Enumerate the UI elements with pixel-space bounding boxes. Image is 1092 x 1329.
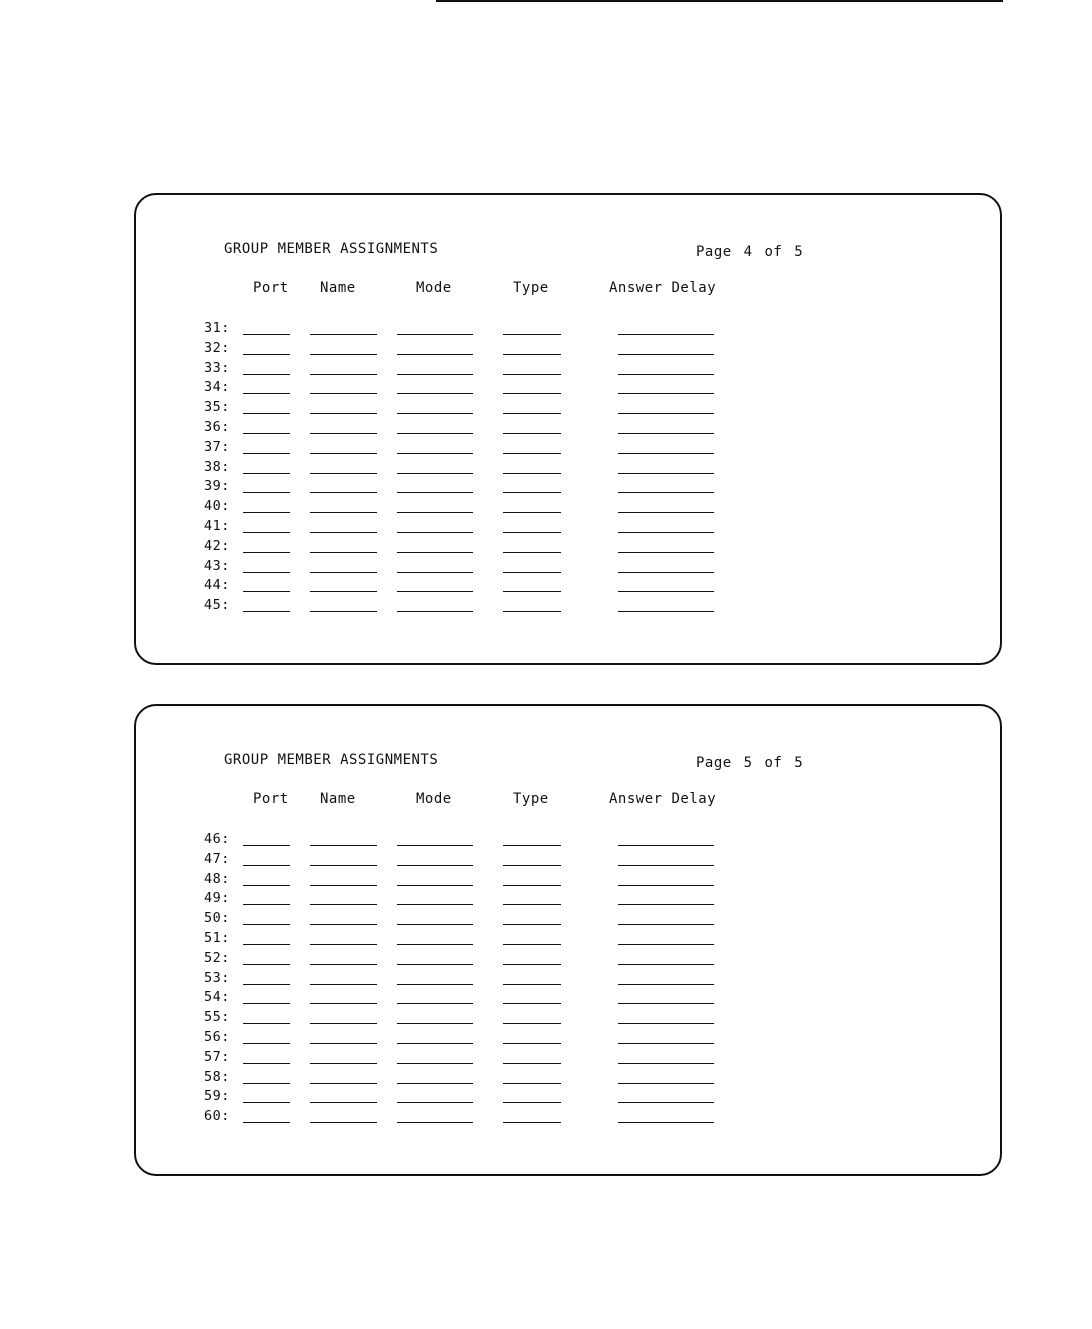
- row-number: 52:: [204, 949, 230, 966]
- type-field[interactable]: [503, 1043, 561, 1044]
- port-field[interactable]: [243, 552, 290, 553]
- name-field[interactable]: [310, 473, 377, 474]
- mode-field[interactable]: [397, 453, 473, 454]
- row-number: 54:: [204, 989, 230, 1006]
- member-row: [196, 969, 756, 989]
- type-field[interactable]: [503, 1083, 561, 1084]
- answer-delay-field[interactable]: [618, 334, 714, 335]
- type-field[interactable]: [503, 865, 561, 866]
- type-field[interactable]: [503, 611, 561, 612]
- mode-field[interactable]: [397, 393, 473, 394]
- row-number: 40:: [204, 498, 230, 515]
- row-number: 44:: [204, 577, 230, 594]
- type-field[interactable]: [503, 845, 561, 846]
- answer-delay-field[interactable]: [618, 393, 714, 394]
- member-row: [196, 988, 756, 1008]
- type-field[interactable]: [503, 1122, 561, 1123]
- type-field[interactable]: [503, 393, 561, 394]
- port-field[interactable]: [243, 1023, 290, 1024]
- answer-delay-field[interactable]: [618, 532, 714, 533]
- member-row: [196, 1087, 756, 1107]
- member-row: [196, 537, 756, 557]
- mode-field[interactable]: [397, 1003, 473, 1004]
- member-row: [196, 458, 756, 478]
- name-field[interactable]: [310, 904, 377, 905]
- answer-delay-field[interactable]: [618, 964, 714, 965]
- mode-field[interactable]: [397, 552, 473, 553]
- port-field[interactable]: [243, 393, 290, 394]
- type-field[interactable]: [503, 512, 561, 513]
- column-header-port: Port: [253, 280, 289, 296]
- port-field[interactable]: [243, 374, 290, 375]
- mode-field[interactable]: [397, 984, 473, 985]
- port-field[interactable]: [243, 591, 290, 592]
- row-number: 42:: [204, 537, 230, 554]
- answer-delay-field[interactable]: [618, 492, 714, 493]
- column-header-type: Type: [513, 280, 549, 296]
- row-number: 39:: [204, 478, 230, 495]
- mode-field[interactable]: [397, 473, 473, 474]
- answer-delay-field[interactable]: [618, 1003, 714, 1004]
- mode-field[interactable]: [397, 532, 473, 533]
- member-row: [196, 929, 756, 949]
- mode-field[interactable]: [397, 1122, 473, 1123]
- row-number: 60:: [204, 1108, 230, 1125]
- answer-delay-field[interactable]: [618, 552, 714, 553]
- type-field[interactable]: [503, 904, 561, 905]
- row-number: 55:: [204, 1009, 230, 1026]
- name-field[interactable]: [310, 924, 377, 925]
- name-field[interactable]: [310, 512, 377, 513]
- row-number: 53:: [204, 969, 230, 986]
- port-field[interactable]: [243, 453, 290, 454]
- top-rule: [436, 0, 1003, 2]
- answer-delay-field[interactable]: [618, 354, 714, 355]
- mode-field[interactable]: [397, 512, 473, 513]
- page-indicator: Page 5 of 5: [696, 755, 804, 771]
- name-field[interactable]: [310, 354, 377, 355]
- mode-field[interactable]: [397, 334, 473, 335]
- port-field[interactable]: [243, 1083, 290, 1084]
- port-field[interactable]: [243, 354, 290, 355]
- column-header-name: Name: [320, 280, 356, 296]
- column-header-name: Name: [320, 791, 356, 807]
- type-field[interactable]: [503, 532, 561, 533]
- member-row: [196, 517, 756, 537]
- row-number: 47:: [204, 850, 230, 867]
- row-number: 57:: [204, 1048, 230, 1065]
- member-row: [196, 378, 756, 398]
- port-field[interactable]: [243, 1043, 290, 1044]
- row-number: 46:: [204, 831, 230, 847]
- name-field[interactable]: [310, 453, 377, 454]
- port-field[interactable]: [243, 1063, 290, 1064]
- mode-field[interactable]: [397, 433, 473, 434]
- screen-title: GROUP MEMBER ASSIGNMENTS: [224, 241, 439, 257]
- answer-delay-field[interactable]: [618, 885, 714, 886]
- answer-delay-field[interactable]: [618, 984, 714, 985]
- column-header-answer-delay: Answer Delay: [609, 791, 717, 807]
- name-field[interactable]: [310, 845, 377, 846]
- member-row: [196, 359, 756, 379]
- answer-delay-field[interactable]: [618, 1102, 714, 1103]
- page-indicator: Page 4 of 5: [696, 244, 804, 260]
- member-row: [196, 319, 756, 339]
- answer-delay-field[interactable]: [618, 845, 714, 846]
- answer-delay-field[interactable]: [618, 572, 714, 573]
- mode-field[interactable]: [397, 591, 473, 592]
- row-number: 41:: [204, 517, 230, 534]
- member-row: [196, 418, 756, 438]
- name-field[interactable]: [310, 1102, 377, 1103]
- mode-field[interactable]: [397, 1083, 473, 1084]
- row-number: 43:: [204, 557, 230, 574]
- port-field[interactable]: [243, 512, 290, 513]
- port-field[interactable]: [243, 611, 290, 612]
- mode-field[interactable]: [397, 924, 473, 925]
- member-row: [196, 830, 756, 850]
- column-header-mode: Mode: [416, 791, 452, 807]
- member-row: [196, 1048, 756, 1068]
- member-rows: [196, 319, 756, 616]
- port-field[interactable]: [243, 924, 290, 925]
- row-number: 45:: [204, 597, 230, 614]
- name-field[interactable]: [310, 374, 377, 375]
- port-field[interactable]: [243, 433, 290, 434]
- type-field[interactable]: [503, 374, 561, 375]
- mode-field[interactable]: [397, 1023, 473, 1024]
- answer-delay-field[interactable]: [618, 1083, 714, 1084]
- type-field[interactable]: [503, 492, 561, 493]
- member-row: [196, 398, 756, 418]
- answer-delay-field[interactable]: [618, 1023, 714, 1024]
- type-field[interactable]: [503, 924, 561, 925]
- mode-field[interactable]: [397, 885, 473, 886]
- port-field[interactable]: [243, 334, 290, 335]
- member-row: [196, 1008, 756, 1028]
- member-row: [196, 576, 756, 596]
- name-field[interactable]: [310, 964, 377, 965]
- name-field[interactable]: [310, 532, 377, 533]
- row-number: 49:: [204, 890, 230, 907]
- port-field[interactable]: [243, 865, 290, 866]
- name-field[interactable]: [310, 885, 377, 886]
- row-number: 51:: [204, 929, 230, 946]
- type-field[interactable]: [503, 1023, 561, 1024]
- port-field[interactable]: [243, 904, 290, 905]
- mode-field[interactable]: [397, 964, 473, 965]
- row-number: 37:: [204, 438, 230, 455]
- row-number: 50:: [204, 910, 230, 927]
- screen-title: GROUP MEMBER ASSIGNMENTS: [224, 752, 439, 768]
- mode-field[interactable]: [397, 865, 473, 866]
- type-field[interactable]: [503, 552, 561, 553]
- row-number: 35:: [204, 399, 230, 416]
- mode-field[interactable]: [397, 1102, 473, 1103]
- row-number: 56:: [204, 1028, 230, 1045]
- type-field[interactable]: [503, 354, 561, 355]
- port-field[interactable]: [243, 885, 290, 886]
- answer-delay-field[interactable]: [618, 865, 714, 866]
- type-field[interactable]: [503, 1003, 561, 1004]
- name-field[interactable]: [310, 944, 377, 945]
- row-number: 34:: [204, 379, 230, 396]
- row-number: 36:: [204, 418, 230, 435]
- screen-page-5: [134, 704, 1002, 1176]
- type-field[interactable]: [503, 1063, 561, 1064]
- mode-field[interactable]: [397, 492, 473, 493]
- mode-field[interactable]: [397, 354, 473, 355]
- name-field[interactable]: [310, 1083, 377, 1084]
- member-row: [196, 949, 756, 969]
- row-number: 31:: [204, 320, 230, 336]
- member-row: [196, 596, 756, 616]
- port-field[interactable]: [243, 984, 290, 985]
- name-field[interactable]: [310, 984, 377, 985]
- name-field[interactable]: [310, 393, 377, 394]
- answer-delay-field[interactable]: [618, 374, 714, 375]
- name-field[interactable]: [310, 1003, 377, 1004]
- port-field[interactable]: [243, 1122, 290, 1123]
- column-header-answer-delay: Answer Delay: [609, 280, 717, 296]
- member-row: [196, 1028, 756, 1048]
- member-row: [196, 909, 756, 929]
- row-number: 38:: [204, 458, 230, 475]
- name-field[interactable]: [310, 865, 377, 866]
- answer-delay-field[interactable]: [618, 1043, 714, 1044]
- mode-field[interactable]: [397, 374, 473, 375]
- port-field[interactable]: [243, 532, 290, 533]
- column-header-mode: Mode: [416, 280, 452, 296]
- answer-delay-field[interactable]: [618, 453, 714, 454]
- port-field[interactable]: [243, 1102, 290, 1103]
- name-field[interactable]: [310, 1122, 377, 1123]
- mode-field[interactable]: [397, 413, 473, 414]
- member-row: [196, 850, 756, 870]
- name-field[interactable]: [310, 572, 377, 573]
- member-row: [196, 1068, 756, 1088]
- mode-field[interactable]: [397, 1063, 473, 1064]
- member-rows: [196, 830, 756, 1127]
- name-field[interactable]: [310, 591, 377, 592]
- mode-field[interactable]: [397, 611, 473, 612]
- mode-field[interactable]: [397, 572, 473, 573]
- mode-field[interactable]: [397, 1043, 473, 1044]
- answer-delay-field[interactable]: [618, 413, 714, 414]
- port-field[interactable]: [243, 473, 290, 474]
- row-number: 32:: [204, 339, 230, 356]
- name-field[interactable]: [310, 552, 377, 553]
- answer-delay-field[interactable]: [618, 904, 714, 905]
- member-row: [196, 1107, 756, 1127]
- mode-field[interactable]: [397, 944, 473, 945]
- port-field[interactable]: [243, 964, 290, 965]
- name-field[interactable]: [310, 611, 377, 612]
- member-row: [196, 557, 756, 577]
- type-field[interactable]: [503, 413, 561, 414]
- answer-delay-field[interactable]: [618, 611, 714, 612]
- mode-field[interactable]: [397, 845, 473, 846]
- column-header-type: Type: [513, 791, 549, 807]
- member-row: [196, 889, 756, 909]
- member-row: [196, 339, 756, 359]
- type-field[interactable]: [503, 984, 561, 985]
- port-field[interactable]: [243, 944, 290, 945]
- name-field[interactable]: [310, 433, 377, 434]
- type-field[interactable]: [503, 1102, 561, 1103]
- row-number: 33:: [204, 359, 230, 376]
- answer-delay-field[interactable]: [618, 944, 714, 945]
- answer-delay-field[interactable]: [618, 433, 714, 434]
- mode-field[interactable]: [397, 904, 473, 905]
- port-field[interactable]: [243, 1003, 290, 1004]
- screen-page-4: [134, 193, 1002, 665]
- column-header-port: Port: [253, 791, 289, 807]
- row-number: 59:: [204, 1088, 230, 1105]
- member-row: [196, 870, 756, 890]
- port-field[interactable]: [243, 572, 290, 573]
- name-field[interactable]: [310, 492, 377, 493]
- type-field[interactable]: [503, 473, 561, 474]
- port-field[interactable]: [243, 845, 290, 846]
- row-number: 48:: [204, 870, 230, 887]
- member-row: [196, 497, 756, 517]
- type-field[interactable]: [503, 334, 561, 335]
- answer-delay-field[interactable]: [618, 591, 714, 592]
- type-field[interactable]: [503, 433, 561, 434]
- type-field[interactable]: [503, 964, 561, 965]
- answer-delay-field[interactable]: [618, 1063, 714, 1064]
- type-field[interactable]: [503, 591, 561, 592]
- answer-delay-field[interactable]: [618, 473, 714, 474]
- member-row: [196, 477, 756, 497]
- name-field[interactable]: [310, 1043, 377, 1044]
- name-field[interactable]: [310, 334, 377, 335]
- name-field[interactable]: [310, 1023, 377, 1024]
- port-field[interactable]: [243, 492, 290, 493]
- name-field[interactable]: [310, 1063, 377, 1064]
- type-field[interactable]: [503, 885, 561, 886]
- type-field[interactable]: [503, 453, 561, 454]
- type-field[interactable]: [503, 572, 561, 573]
- answer-delay-field[interactable]: [618, 512, 714, 513]
- port-field[interactable]: [243, 413, 290, 414]
- type-field[interactable]: [503, 944, 561, 945]
- name-field[interactable]: [310, 413, 377, 414]
- answer-delay-field[interactable]: [618, 924, 714, 925]
- row-number: 58:: [204, 1068, 230, 1085]
- member-row: [196, 438, 756, 458]
- answer-delay-field[interactable]: [618, 1122, 714, 1123]
